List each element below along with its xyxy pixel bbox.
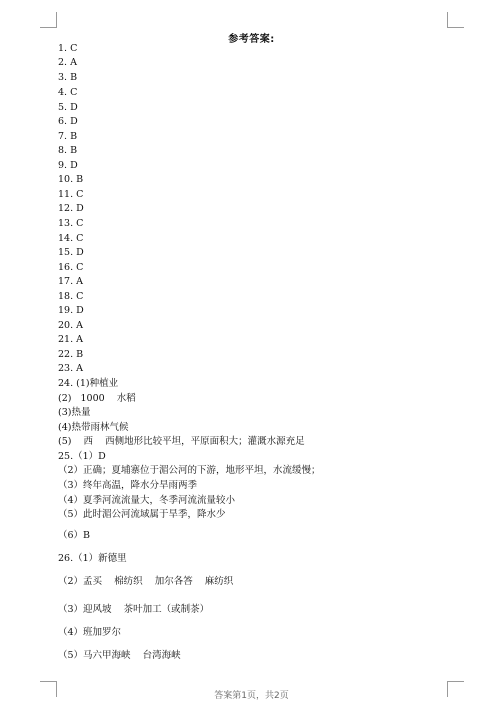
answer-line: 11. C: [58, 189, 84, 200]
answer-line: （2）孟买 棉纺织 加尔各答 麻纺织: [58, 576, 234, 587]
page-title: 参考答案:: [228, 34, 275, 45]
answer-line: 1. C: [58, 43, 78, 54]
answer-line: 6. D: [58, 116, 78, 127]
answer-line: (2) 1000 水稻: [58, 393, 136, 404]
page-footer: 答案第1页，共2页: [214, 691, 289, 701]
answer-line: 5. D: [58, 102, 78, 113]
answer-line: 22. B: [58, 349, 84, 360]
answer-line: （3）迎风坡 茶叶加工（或制茶）: [58, 604, 210, 615]
answer-line: （2）正确；夏埔寨位于湄公河的下游，地形平坦，水流缓慢；: [58, 465, 321, 476]
answer-line: 9. D: [58, 160, 78, 171]
answer-line: (4)热带雨林气候: [58, 422, 129, 433]
answer-line: 23. A: [58, 363, 83, 374]
answer-line: 2. A: [58, 57, 77, 68]
answer-line: 12. D: [58, 203, 84, 214]
answer-line: 19. D: [58, 305, 84, 316]
answer-line: 26.（1）新德里: [58, 553, 127, 564]
answer-line: 14. C: [58, 233, 84, 244]
answer-line: 17. A: [58, 276, 83, 287]
answer-line: （5）马六甲海峡 台湾海峡: [58, 650, 181, 661]
answer-line: 25.（1）D: [58, 451, 106, 462]
answer-line: 18. C: [58, 291, 84, 302]
answer-line: 8. B: [58, 145, 78, 156]
answer-line: （4）夏季河流流量大，冬季河流流量较小: [58, 495, 236, 506]
answer-line: 16. C: [58, 262, 84, 273]
crop-mark-top-left: [40, 12, 57, 28]
answer-line: 20. A: [58, 320, 83, 331]
answer-line: 3. B: [58, 72, 78, 83]
answer-line: （5）此时湄公河流域属于旱季，降水少: [58, 509, 226, 520]
answer-line: 10. B: [58, 174, 84, 185]
answer-line: (5) 西 西侧地形比较平坦，平原面积大；灌溉水源充足: [58, 436, 305, 447]
crop-mark-top-right: [447, 12, 464, 28]
answer-line: (3)热量: [58, 407, 91, 418]
answer-line: （4）班加罗尔: [58, 627, 122, 638]
answer-line: 24. (1)种植业: [58, 378, 119, 389]
answer-line: （3）终年高温，降水分旱雨两季: [58, 480, 198, 491]
answer-line: 4. C: [58, 87, 78, 98]
answer-line: 13. C: [58, 218, 84, 229]
answer-line: （6）B: [58, 530, 91, 541]
answer-line: 15. D: [58, 247, 84, 258]
answer-line: 21. A: [58, 334, 83, 345]
answer-line: 7. B: [58, 131, 78, 142]
